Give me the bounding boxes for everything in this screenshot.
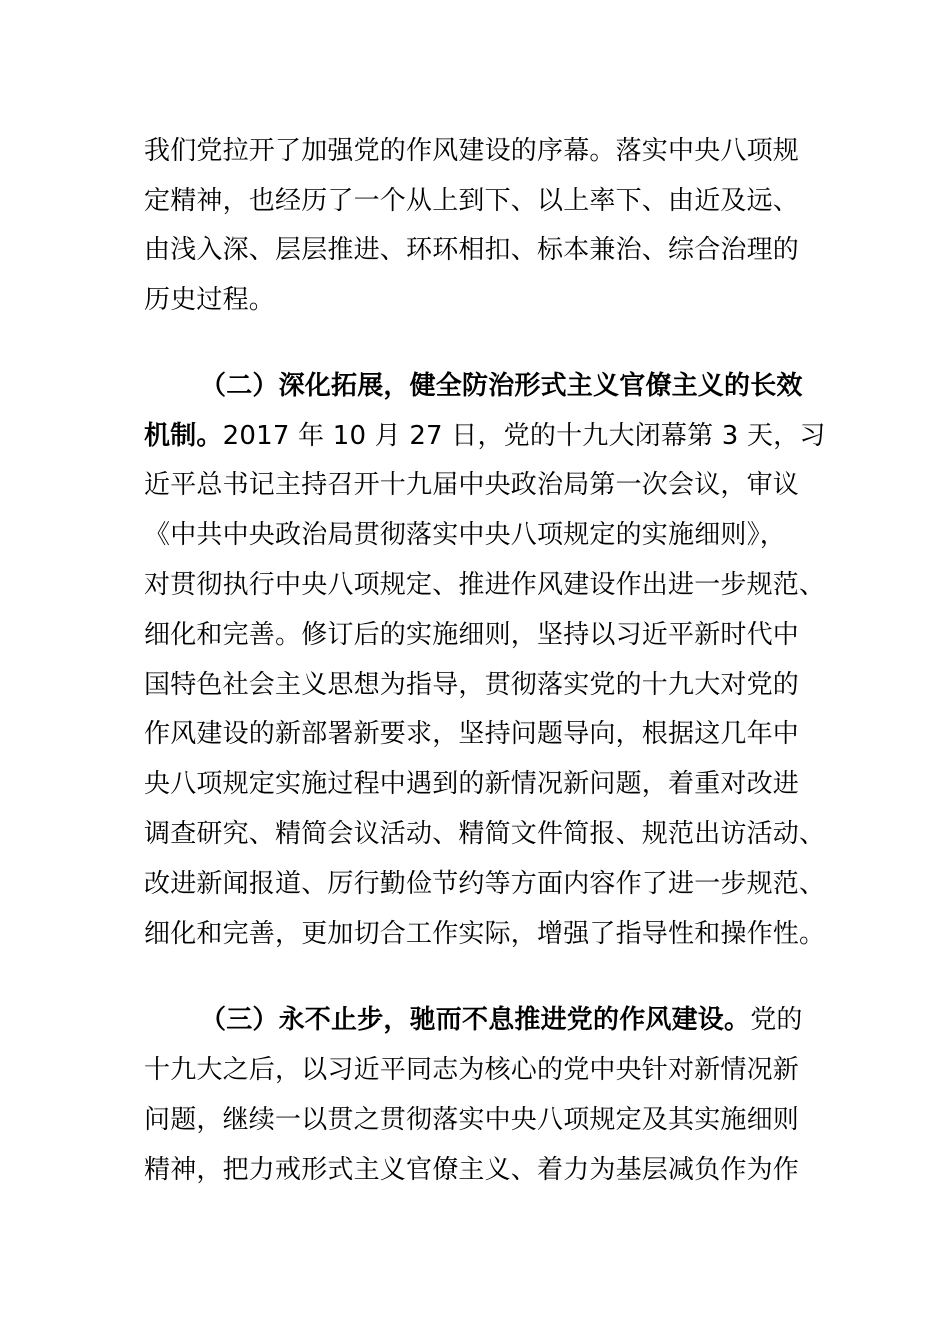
section3-heading: （三）永不止步，驰而不息推进党的作风建设。 [200, 1005, 751, 1035]
section3-line-1 [200, 1003, 803, 1037]
section2-line-2 [144, 419, 826, 453]
paragraph1-line-1: 我们党拉开了加强党的作风建设的序幕。落实中央八项规 [144, 136, 800, 166]
paragraph1-line-4: 历史过程。 [144, 285, 276, 315]
section2-heading-rest: 2017 年 10 月 27 日，党的十九大闭幕第 3 天，习 [222, 421, 826, 451]
section2-line-5: 对贯彻执行中央八项规定、推进作风建设作出进一步规范、 [144, 570, 826, 600]
section2-heading: （二）深化拓展，健全防治形式主义官僚主义的长效 [200, 371, 803, 401]
section3-line-3: 问题，继续一以贯之贯彻落实中央八项规定及其实施细则 [144, 1105, 800, 1135]
section2-line-11: 改进新闻报道、厉行勤俭节约等方面内容作了进一步规范、 [144, 869, 826, 899]
section3-line-4: 精神，把力戒形式主义官僚主义、着力为基层减负作为作 [144, 1155, 800, 1185]
section2-line-12: 细化和完善，更加切合工作实际，增强了指导性和操作性。 [144, 919, 826, 949]
section2-line-4: 《中共中央政治局贯彻落实中央八项规定的实施细则》， [144, 520, 787, 550]
section2-line-8: 作风建设的新部署新要求，坚持问题导向，根据这几年中 [144, 719, 800, 749]
section2-line-3: 近平总书记主持召开十九届中央政治局第一次会议，审议 [144, 470, 800, 500]
section2-line-10: 调查研究、精简会议活动、精简文件简报、规范出访活动、 [144, 819, 826, 849]
section2-heading-end: 机制。 [144, 421, 223, 451]
paragraph1-line-3: 由浅入深、层层推进、环环相扣、标本兼治、综合治理的 [144, 235, 800, 265]
paragraph1-line-2: 定精神，也经历了一个从上到下、以上率下、由近及远、 [144, 186, 800, 216]
section2-line-9: 央八项规定实施过程中遇到的新情况新问题，着重对改进 [144, 769, 800, 799]
section2-line-6: 细化和完善。修订后的实施细则，坚持以习近平新时代中 [144, 620, 800, 650]
section3-line-2: 十九大之后，以习近平同志为核心的党中央针对新情况新 [144, 1055, 800, 1085]
section2-line-7: 国特色社会主义思想为指导，贯彻落实党的十九大对党的 [144, 670, 800, 700]
section3-heading-rest: 党的 [750, 1005, 803, 1035]
